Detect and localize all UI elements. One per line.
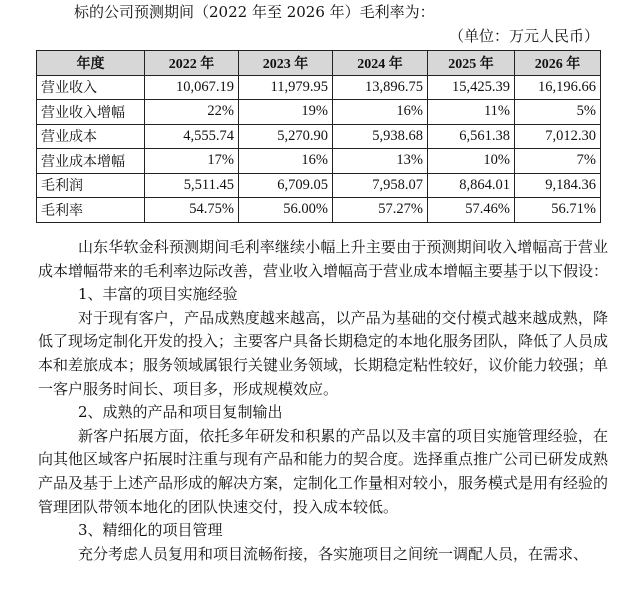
table-cell: 10,067.19 bbox=[145, 75, 239, 100]
row-label: 营业收入增幅 bbox=[37, 100, 145, 125]
table-cell: 7,012.30 bbox=[515, 124, 601, 149]
table-cell: 13,896.75 bbox=[333, 75, 428, 100]
table-cell: 19% bbox=[239, 100, 333, 125]
table-cell: 5,511.45 bbox=[145, 173, 239, 198]
table-cell: 17% bbox=[145, 149, 239, 174]
header-2024: 2024 年 bbox=[333, 51, 428, 76]
table-cell: 54.75% bbox=[145, 198, 239, 223]
row-label: 营业成本 bbox=[37, 124, 145, 149]
table-row bbox=[37, 75, 601, 100]
table-row bbox=[37, 198, 601, 223]
section-heading-3: 3、精细化的项目管理 bbox=[78, 521, 223, 540]
section-heading-1: 1、丰富的项目实施经验 bbox=[78, 285, 238, 304]
table-cell: 9,184.36 bbox=[515, 173, 601, 198]
table-row bbox=[37, 149, 601, 174]
table-cell: 56.71% bbox=[515, 198, 601, 223]
table-cell: 15,425.39 bbox=[428, 75, 515, 100]
paragraph-replication: 新客户拓展方面，依托多年研发和积累的产品以及丰富的项目实施管理经验，在向其他区域客户拓展时注重与现有产品和能力的契合度。选择重点推广公司已研发成熟产品及基于上述产品形成的解决方案，定制化工作量相对较小，服务模式是用有经验的管理团队带领本地化的团队快速交付，投入成本较低。 bbox=[38, 426, 609, 516]
table-cell: 22% bbox=[145, 100, 239, 125]
gross-margin-table bbox=[36, 50, 601, 223]
table-cell: 56.00% bbox=[239, 198, 333, 223]
table-cell: 7,958.07 bbox=[333, 173, 428, 198]
table-row bbox=[37, 100, 601, 125]
table-cell: 5% bbox=[515, 100, 601, 125]
table-cell: 11,979.95 bbox=[239, 75, 333, 100]
section-heading-2: 2、成熟的产品和项目复制输出 bbox=[78, 403, 283, 422]
row-label: 毛利率 bbox=[37, 198, 145, 223]
body-text bbox=[38, 236, 608, 566]
table-cell: 8,864.01 bbox=[428, 173, 515, 198]
table-cell: 57.46% bbox=[428, 198, 515, 223]
table-cell: 6,709.05 bbox=[239, 173, 333, 198]
paragraph-experience: 对于现有客户，产品成熟度越来越高，以产品为基础的交付模式越来越成熟，降低了现场定制化开发的投入；主要客户具备长期稳定的本地化服务团队，降低了人员成本和差旅成本；服务领域属银行关键业务领域，长期稳定粘性较好，议价能力较强；单一客户服务时间长、项目多，形成规模效应。 bbox=[38, 308, 609, 398]
unit-label: （单位：万元人民币） bbox=[448, 27, 599, 45]
header-2026: 2026 年 bbox=[515, 51, 601, 76]
header-2023: 2023 年 bbox=[239, 51, 333, 76]
table-cell: 16% bbox=[333, 100, 428, 125]
table-cell: 16% bbox=[239, 149, 333, 174]
table-cell: 6,561.38 bbox=[428, 124, 515, 149]
table-cell: 13% bbox=[333, 149, 428, 174]
table-header-row bbox=[37, 51, 601, 76]
table-row bbox=[37, 124, 601, 149]
paragraph-summary: 山东华软金科预测期间毛利率继续小幅上升主要由于预测期间收入增幅高于营业成本增幅带来的毛利率边际改善，营业收入增幅高于营业成本增幅主要基于以下假设： bbox=[38, 238, 609, 280]
intro-line: 标的公司预测期间（2022 年至 2026 年）毛利率为： bbox=[74, 3, 435, 21]
table-cell: 4,555.74 bbox=[145, 124, 239, 149]
row-label: 营业成本增幅 bbox=[37, 149, 145, 174]
table-cell: 5,938.68 bbox=[333, 124, 428, 149]
header-2025: 2025 年 bbox=[428, 51, 515, 76]
row-label: 毛利润 bbox=[37, 173, 145, 198]
header-2022: 2022 年 bbox=[145, 51, 239, 76]
table-cell: 7% bbox=[515, 149, 601, 174]
row-label: 营业收入 bbox=[37, 75, 145, 100]
header-year: 年度 bbox=[37, 51, 145, 76]
table-cell: 16,196.66 bbox=[515, 75, 601, 100]
table-cell: 10% bbox=[428, 149, 515, 174]
table-row bbox=[37, 173, 601, 198]
table-cell: 5,270.90 bbox=[239, 124, 333, 149]
paragraph-management: 充分考虑人员复用和项目流畅衔接，各实施项目之间统一调配人员，在需求、 bbox=[78, 544, 589, 563]
table-cell: 11% bbox=[428, 100, 515, 125]
table-cell: 57.27% bbox=[333, 198, 428, 223]
